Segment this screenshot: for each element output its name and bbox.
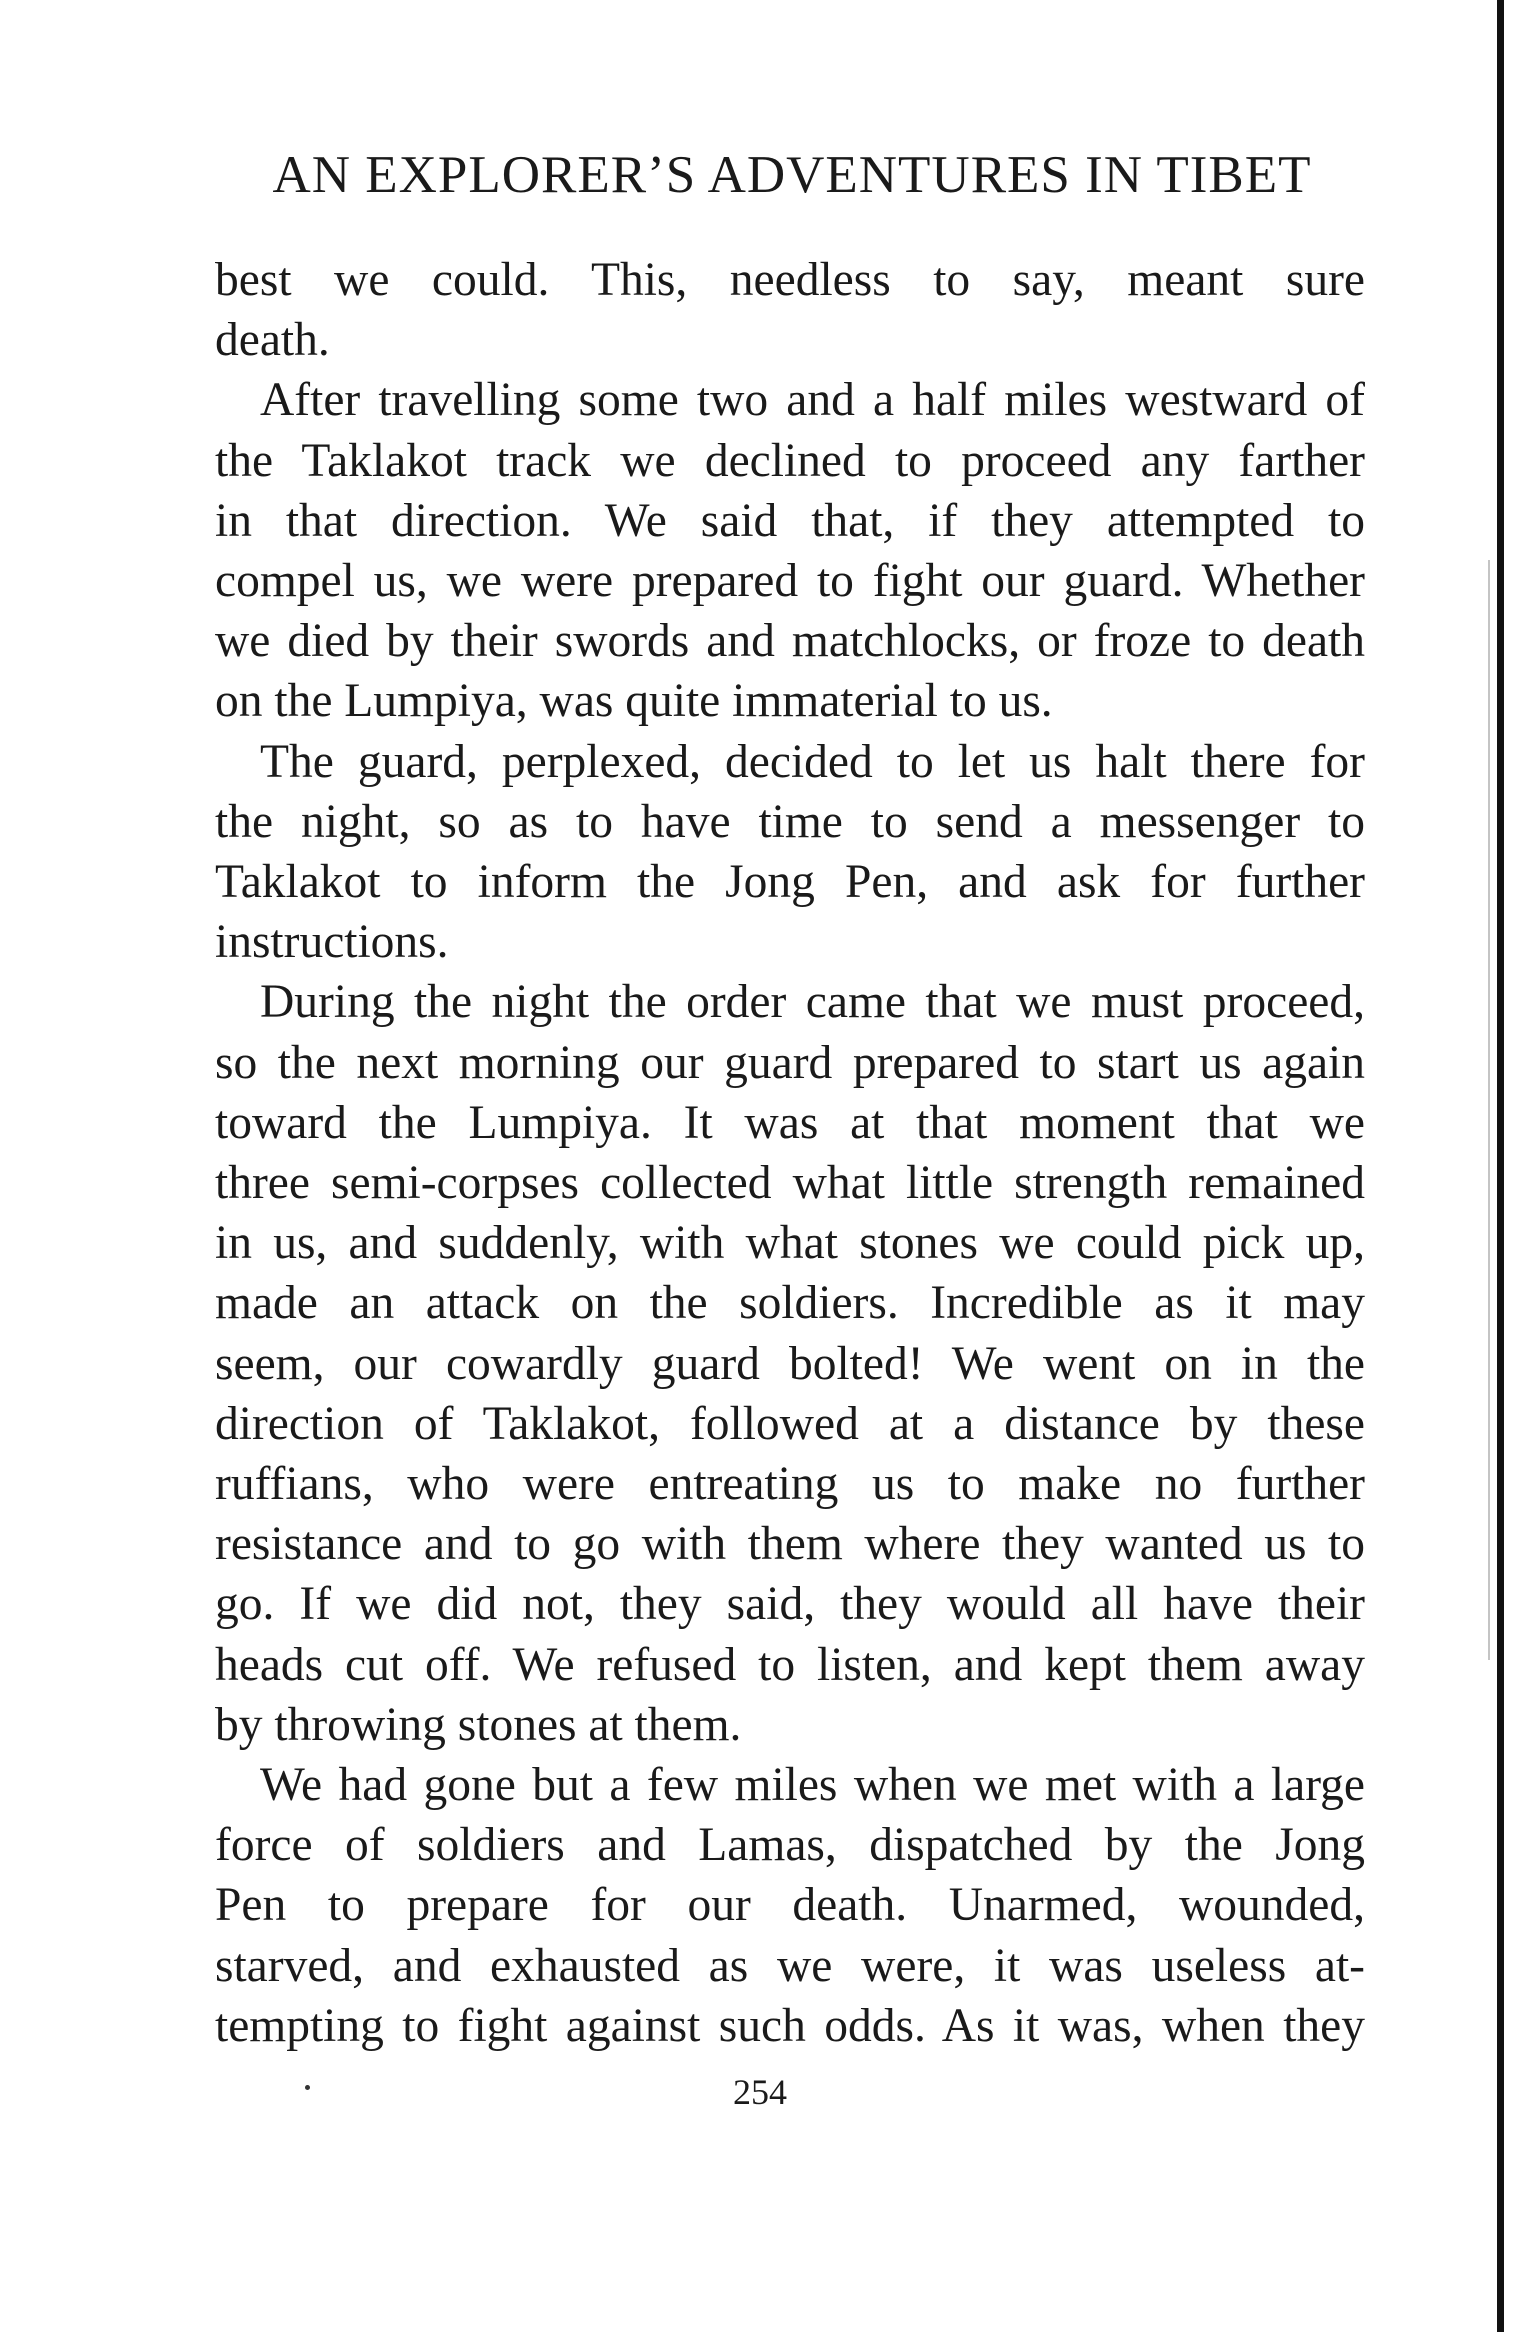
text-line: resistance and to go with them where they wanted us to bbox=[215, 1518, 1365, 1571]
running-head: AN EXPLORER’S ADVENTURES IN TIBET bbox=[272, 146, 1312, 204]
text-line: Taklakot to inform the Jong Pen, and ask for further bbox=[215, 856, 1365, 909]
page-edge-line bbox=[1497, 0, 1504, 2332]
text-line: We had gone but a few miles when we met with a large bbox=[260, 1759, 1365, 1812]
paragraph bbox=[215, 1755, 1365, 2056]
text-line: instructions. bbox=[215, 916, 449, 969]
text-line: The guard, perplexed, decided to let us halt there for bbox=[260, 735, 1365, 788]
text-line: three semi-corpses collected what little strength remained bbox=[215, 1157, 1365, 1210]
text-line: made an attack on the soldiers. Incredible as it may bbox=[215, 1277, 1365, 1330]
text-line: the night, so as to have time to send a messenger to bbox=[215, 795, 1365, 848]
text-line: so the next morning our guard prepared to start us again bbox=[215, 1036, 1365, 1089]
text-line: death. bbox=[215, 314, 330, 367]
paragraph bbox=[215, 972, 1365, 1755]
text-line: direction of Taklakot, followed at a distance by these bbox=[215, 1397, 1365, 1450]
text-line: During the night the order came that we must proceed, bbox=[260, 976, 1365, 1029]
text-line: in us, and suddenly, with what stones we could pick up, bbox=[215, 1217, 1365, 1270]
text-line: we died by their swords and matchlocks, or froze to death bbox=[215, 615, 1365, 668]
text-line: in that direction. We said that, if they attempted to bbox=[215, 494, 1365, 547]
text-line: go. If we did not, they said, they would all have their bbox=[215, 1578, 1365, 1631]
paragraph bbox=[215, 250, 1365, 370]
text-line: on the Lumpiya, was quite immaterial to us. bbox=[215, 675, 1053, 728]
text-line: starved, and exhausted as we were, it was useless at- bbox=[215, 1939, 1365, 1992]
text-line: tempting to fight against such odds. As it was, when they bbox=[215, 1999, 1365, 2052]
text-line: seem, our cowardly guard bolted! We went on in the bbox=[215, 1337, 1365, 1390]
ink-speck bbox=[305, 2085, 310, 2090]
text-line: force of soldiers and Lamas, dispatched by the Jong bbox=[215, 1819, 1365, 1872]
page-number: 254 bbox=[733, 2072, 787, 2112]
body-text bbox=[215, 250, 1365, 2056]
text-line: the Taklakot track we declined to proceed any farther bbox=[215, 434, 1365, 487]
paragraph bbox=[215, 732, 1365, 973]
text-line: After travelling some two and a half miles westward of bbox=[260, 374, 1365, 427]
paragraph bbox=[215, 370, 1365, 731]
text-line: Pen to prepare for our death. Unarmed, wounded, bbox=[215, 1879, 1365, 1932]
text-line: best we could. This, needless to say, meant sure bbox=[215, 254, 1365, 306]
text-line: compel us, we were prepared to fight our guard. Whether bbox=[215, 555, 1365, 608]
text-line: heads cut off. We refused to listen, and kept them away bbox=[215, 1638, 1365, 1691]
page-edge-shadow bbox=[1488, 560, 1490, 1660]
text-line: ruffians, who were entreating us to make no further bbox=[215, 1458, 1365, 1511]
text-line: by throwing stones at them. bbox=[215, 1698, 742, 1751]
text-line: toward the Lumpiya. It was at that moment that we bbox=[215, 1096, 1365, 1149]
